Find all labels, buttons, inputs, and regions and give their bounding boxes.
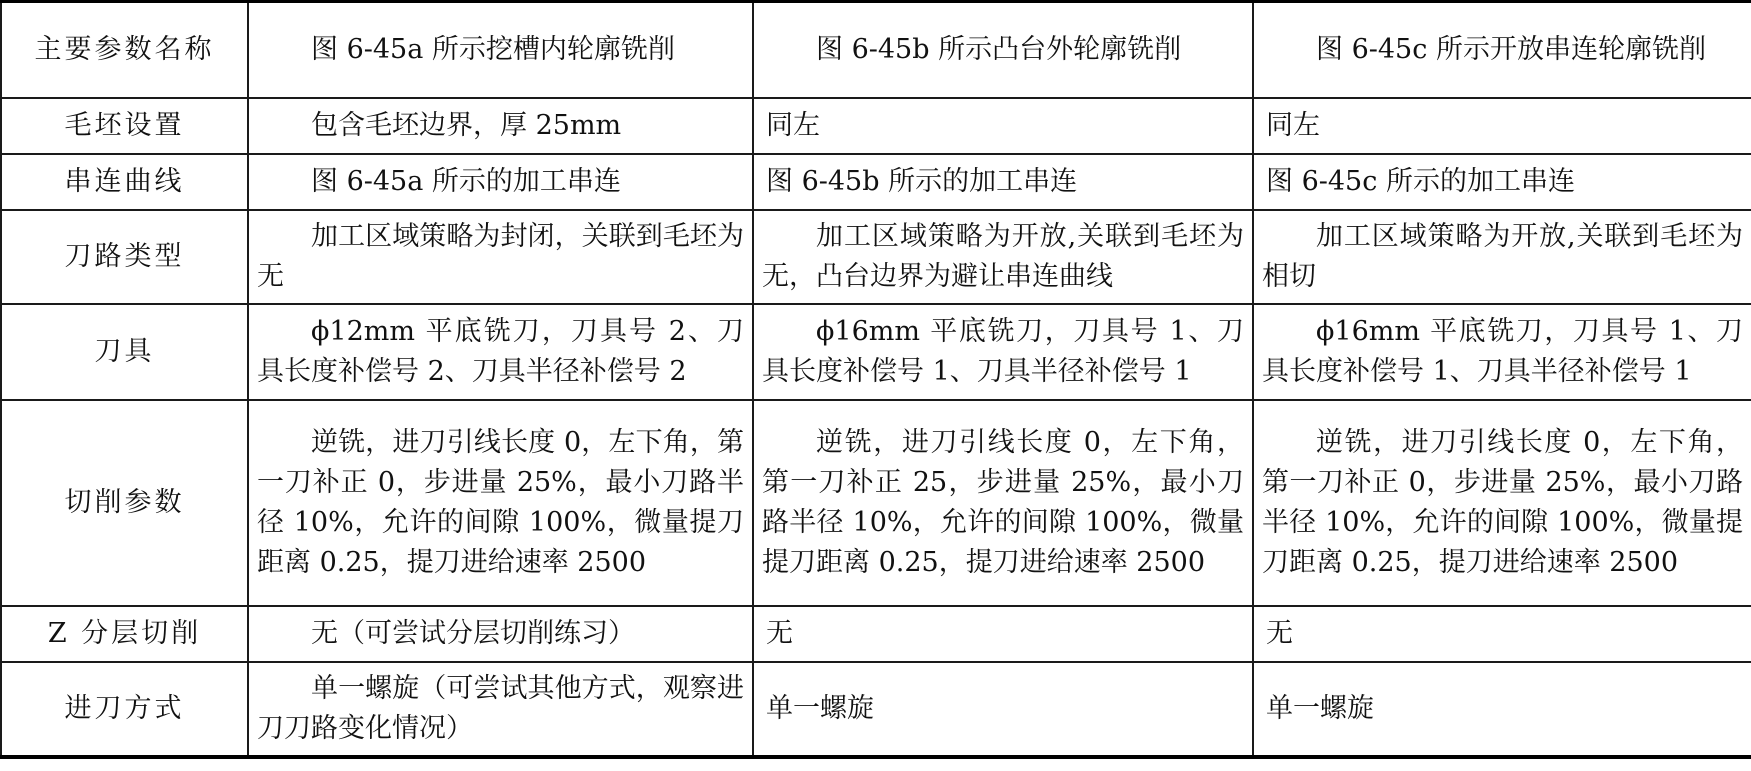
cell-col-b: 图 6-45b 所示凸台外轮廓铣削 (753, 2, 1253, 98)
cell-col-b: 无 (753, 606, 1253, 662)
row-label-header: 主要参数名称 (1, 2, 248, 98)
cell-col-b: 逆铣，进刀引线长度 0，左下角，第一刀补正 25，步进量 25%，最小刀路半径 10%，允许的间隙 100%，微量提刀距离 0.25，提刀进给速率 2500 (753, 400, 1253, 606)
row-label-entry-method: 进刀方式 (1, 662, 248, 757)
table-row (1, 400, 1751, 606)
table-row (1, 304, 1751, 400)
cell-col-b: 加工区域策略为开放,关联到毛坯为无，凸台边界为避让串连曲线 (753, 210, 1253, 304)
cell-col-b: 单一螺旋 (753, 662, 1253, 757)
cell-col-c: 图 6-45c 所示的加工串连 (1253, 154, 1751, 210)
cell-col-a: 图 6-45a 所示挖槽内轮廓铣削 (248, 2, 753, 98)
row-label-z-layer: Z 分层切削 (1, 606, 248, 662)
row-label-cutting-params: 切削参数 (1, 400, 248, 606)
cell-col-c: 无 (1253, 606, 1751, 662)
table-row (1, 154, 1751, 210)
cell-col-a: 单一螺旋（可尝试其他方式，观察进刀刀路变化情况） (248, 662, 753, 757)
cell-col-a: 包含毛坯边界，厚 25mm (248, 98, 753, 154)
table-row (1, 2, 1751, 98)
row-label-tool: 刀具 (1, 304, 248, 400)
cell-col-c: 逆铣，进刀引线长度 0，左下角，第一刀补正 0，步进量 25%，最小刀路半径 10%，允许的间隙 100%，微量提刀距离 0.25，提刀进给速率 2500 (1253, 400, 1751, 606)
cell-col-b: ϕ16mm 平底铣刀，刀具号 1、刀具长度补偿号 1、刀具半径补偿号 1 (753, 304, 1253, 400)
table-row (1, 606, 1751, 662)
cell-col-a: 逆铣，进刀引线长度 0，左下角，第一刀补正 0，步进量 25%，最小刀路半径 10%，允许的间隙 100%，微量提刀距离 0.25，提刀进给速率 2500 (248, 400, 753, 606)
table-row (1, 662, 1751, 757)
cell-col-c: ϕ16mm 平底铣刀，刀具号 1、刀具长度补偿号 1、刀具半径补偿号 1 (1253, 304, 1751, 400)
cell-col-a: ϕ12mm 平底铣刀，刀具号 2、刀具长度补偿号 2、刀具半径补偿号 2 (248, 304, 753, 400)
row-label-toolpath-type: 刀路类型 (1, 210, 248, 304)
cell-col-a: 图 6-45a 所示的加工串连 (248, 154, 753, 210)
cell-col-c: 单一螺旋 (1253, 662, 1751, 757)
cell-col-c: 加工区域策略为开放,关联到毛坯为相切 (1253, 210, 1751, 304)
cell-col-b: 图 6-45b 所示的加工串连 (753, 154, 1253, 210)
cell-col-c: 图 6-45c 所示开放串连轮廓铣削 (1253, 2, 1751, 98)
row-label-blank-setting: 毛坯设置 (1, 98, 248, 154)
cell-col-b: 同左 (753, 98, 1253, 154)
table-row (1, 98, 1751, 154)
table-row (1, 210, 1751, 304)
cell-col-a: 无（可尝试分层切削练习） (248, 606, 753, 662)
row-label-chain-curve: 串连曲线 (1, 154, 248, 210)
cell-col-c: 同左 (1253, 98, 1751, 154)
cell-col-a: 加工区域策略为封闭，关联到毛坯为无 (248, 210, 753, 304)
